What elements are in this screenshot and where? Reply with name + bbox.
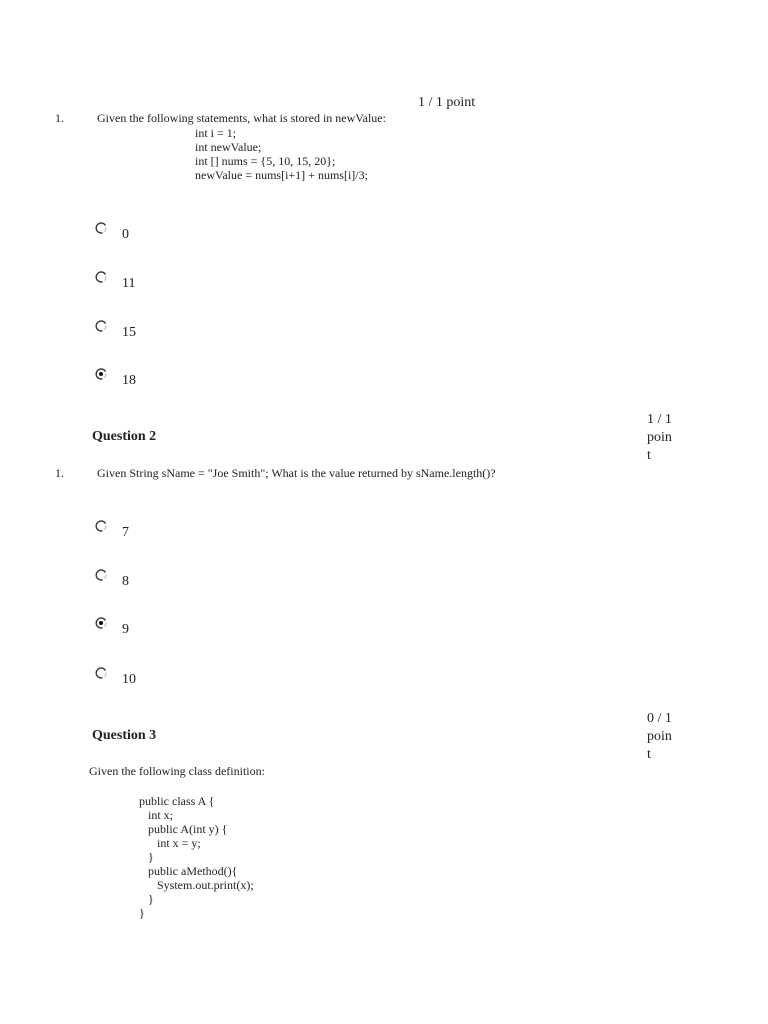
q2-points-line: 1 / 1 [647,412,672,427]
q1-option-0-label: 0 [122,227,129,242]
q1-code-line: newValue = nums[i+1] + nums[i]/3; [195,168,368,182]
q2-prompt: Given String sName = "Joe Smith"; What is the value returned by sName.length()? [97,466,496,480]
q2-option-0-label: 7 [122,525,129,540]
q1-option-2-label: 15 [122,325,136,340]
q1-code-block [195,126,368,182]
q3-title: Question 3 [92,728,157,743]
q2-option-1-radio[interactable] [94,568,108,582]
q3-code-line: System.out.print(x); [139,878,254,892]
q1-code-line: int newValue; [195,140,262,154]
q1-points: 1 / 1 point [418,95,476,110]
q2-option-0-radio[interactable] [94,519,108,533]
q3-code-line: public class A { [139,794,215,808]
q1-prompt: Given the following statements, what is stored in newValue: [97,111,386,125]
q2-option-3-radio[interactable] [94,666,108,680]
q1-option-0-radio[interactable] [94,221,108,235]
q1-option-3-label: 18 [122,373,136,388]
q3-points-line: t [647,747,651,762]
q3-points-line: 0 / 1 [647,711,672,726]
q2-option-3-label: 10 [122,672,136,687]
q3-code-line: } [139,892,154,906]
q2-option-1-label: 8 [122,574,129,589]
q1-option-3-radio[interactable] [94,367,108,381]
q2-points [647,411,672,465]
q2-points-line: poin [647,430,672,445]
q1-option-1-radio[interactable] [94,270,108,284]
q3-points [647,710,672,764]
q3-code-line: int x = y; [139,836,201,850]
q3-code-line: public A(int y) { [139,822,228,836]
q2-option-2-radio[interactable] [94,616,108,630]
q3-code-line: } [139,906,145,920]
q2-option-2-label: 9 [122,622,129,637]
q2-number: 1. [55,466,64,480]
q3-code-line: public aMethod(){ [139,864,238,878]
q1-number: 1. [55,111,64,125]
q3-code-line: int x; [139,808,174,822]
q3-code-line: } [139,850,154,864]
q2-points-line: t [647,448,651,463]
q1-option-1-label: 11 [122,276,136,291]
q3-points-line: poin [647,729,672,744]
q2-title: Question 2 [92,429,157,444]
q1-code-line: int i = 1; [195,126,237,140]
q1-code-line: int [] nums = {5, 10, 15, 20}; [195,154,336,168]
q3-prompt: Given the following class definition: [89,764,265,778]
q1-option-2-radio[interactable] [94,319,108,333]
q3-code-block [139,794,254,920]
